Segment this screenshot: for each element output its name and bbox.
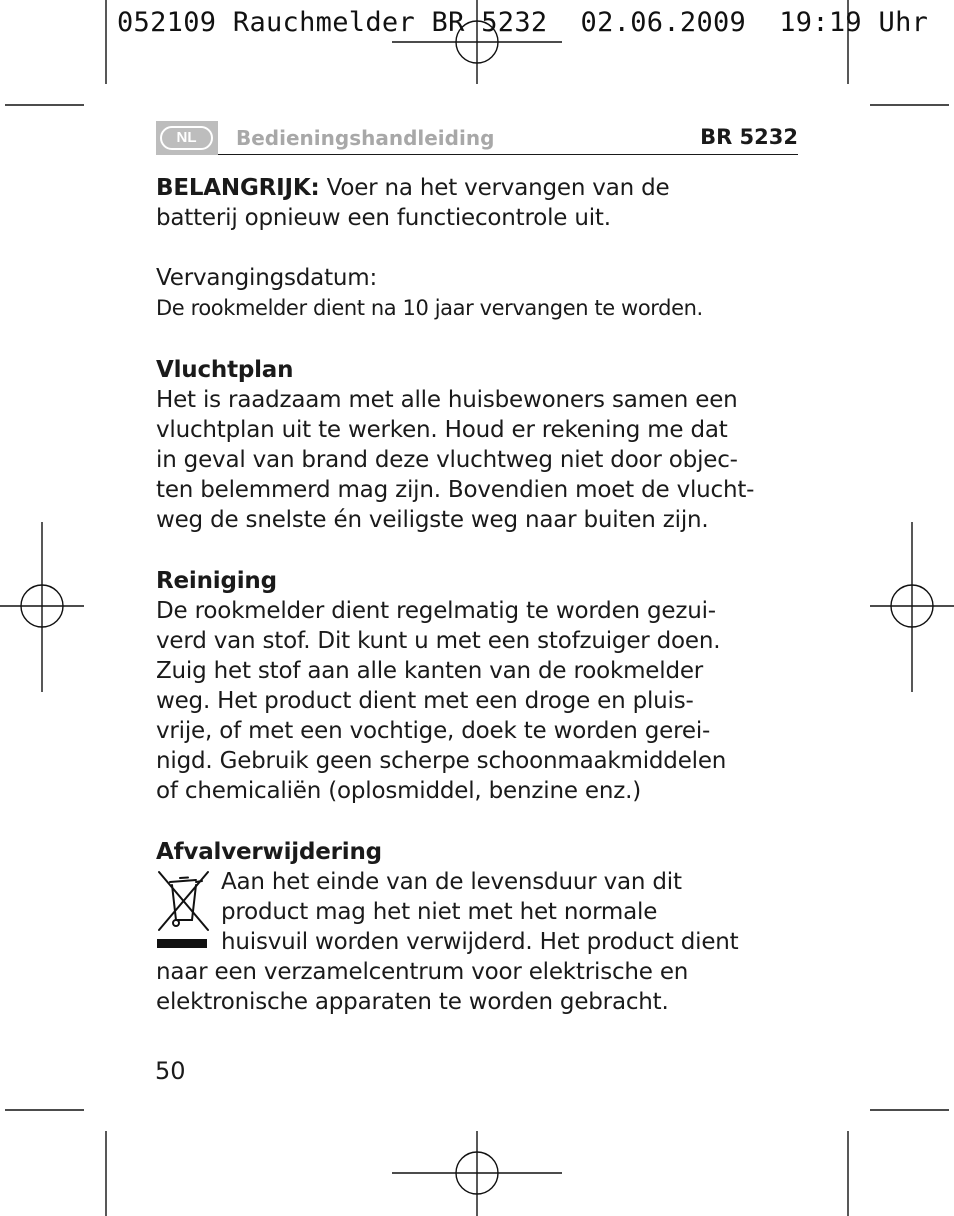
replacement-section xyxy=(156,263,806,323)
paragraph-line: weg de snelste én veiligste weg naar buiten zijn. xyxy=(156,507,709,533)
model-number: BR 5232 xyxy=(700,125,798,149)
language-tab xyxy=(156,121,218,155)
disposal-title: Afvalverwijdering xyxy=(156,839,382,865)
cleaning-title: Reiniging xyxy=(156,568,277,594)
paragraph-line: in geval van brand deze vluchtweg niet door objec- xyxy=(156,447,738,473)
manual-title: Bedieningshandleiding xyxy=(236,126,495,150)
paragraph-line: Zuig het stof aan alle kanten van de rookmelder xyxy=(156,658,704,684)
paragraph-line: weg. Het product dient met een droge en pluis- xyxy=(156,688,694,714)
paragraph-line: of chemicaliën (oplosmiddel, benzine enz.) xyxy=(156,778,641,804)
paragraph-line: huisvuil worden verwijderd. Het product dient xyxy=(221,929,739,955)
paragraph-line: ten belemmerd mag zijn. Bovendien moet de vlucht- xyxy=(156,477,755,503)
cleaning-section xyxy=(156,566,806,806)
paragraph-line: Aan het einde van de levensduur van dit xyxy=(221,869,682,895)
paragraph-line: Het is raadzaam met alle huisbewoners samen een xyxy=(156,387,738,413)
paragraph-line: vluchtplan uit te werken. Houd er rekening me dat xyxy=(156,417,728,443)
escape-plan-title: Vluchtplan xyxy=(156,357,294,383)
important-label: BELANGRIJK: xyxy=(156,175,320,201)
paragraph-line: elektronische apparaten te worden gebracht. xyxy=(156,989,669,1015)
replacement-text: De rookmelder dient na 10 jaar vervangen te worden. xyxy=(156,296,703,320)
important-note xyxy=(156,173,806,233)
print-job-header: 052109 Rauchmelder BR 5232 02.06.2009 19:19 Uhr xyxy=(117,7,929,38)
escape-plan-section xyxy=(156,355,806,535)
page-number: 50 xyxy=(155,1057,186,1085)
disposal-section xyxy=(156,837,806,1017)
header-divider xyxy=(218,154,798,155)
page-header xyxy=(156,121,798,155)
paragraph-line: naar een verzamelcentrum voor elektrische en xyxy=(156,959,689,985)
paragraph-line: vrije, of met een vochtige, doek te worden gerei- xyxy=(156,718,711,744)
paragraph-line: De rookmelder dient regelmatig te worden gezui- xyxy=(156,598,716,624)
replacement-label: Vervangingsdatum: xyxy=(156,265,378,291)
paragraph-line: product mag het niet met het normale xyxy=(221,899,658,925)
crossed-out-wheelie-bin-icon xyxy=(156,870,210,950)
paragraph-line: verd van stof. Dit kunt u met een stofzuiger doen. xyxy=(156,628,721,654)
important-text-line: batterij opnieuw een functiecontrole uit. xyxy=(156,205,611,231)
important-text-line: Voer na het vervangen van de xyxy=(319,175,670,201)
paragraph-line: nigd. Gebruik geen scherpe schoonmaakmiddelen xyxy=(156,748,727,774)
language-badge: NL xyxy=(160,126,213,150)
